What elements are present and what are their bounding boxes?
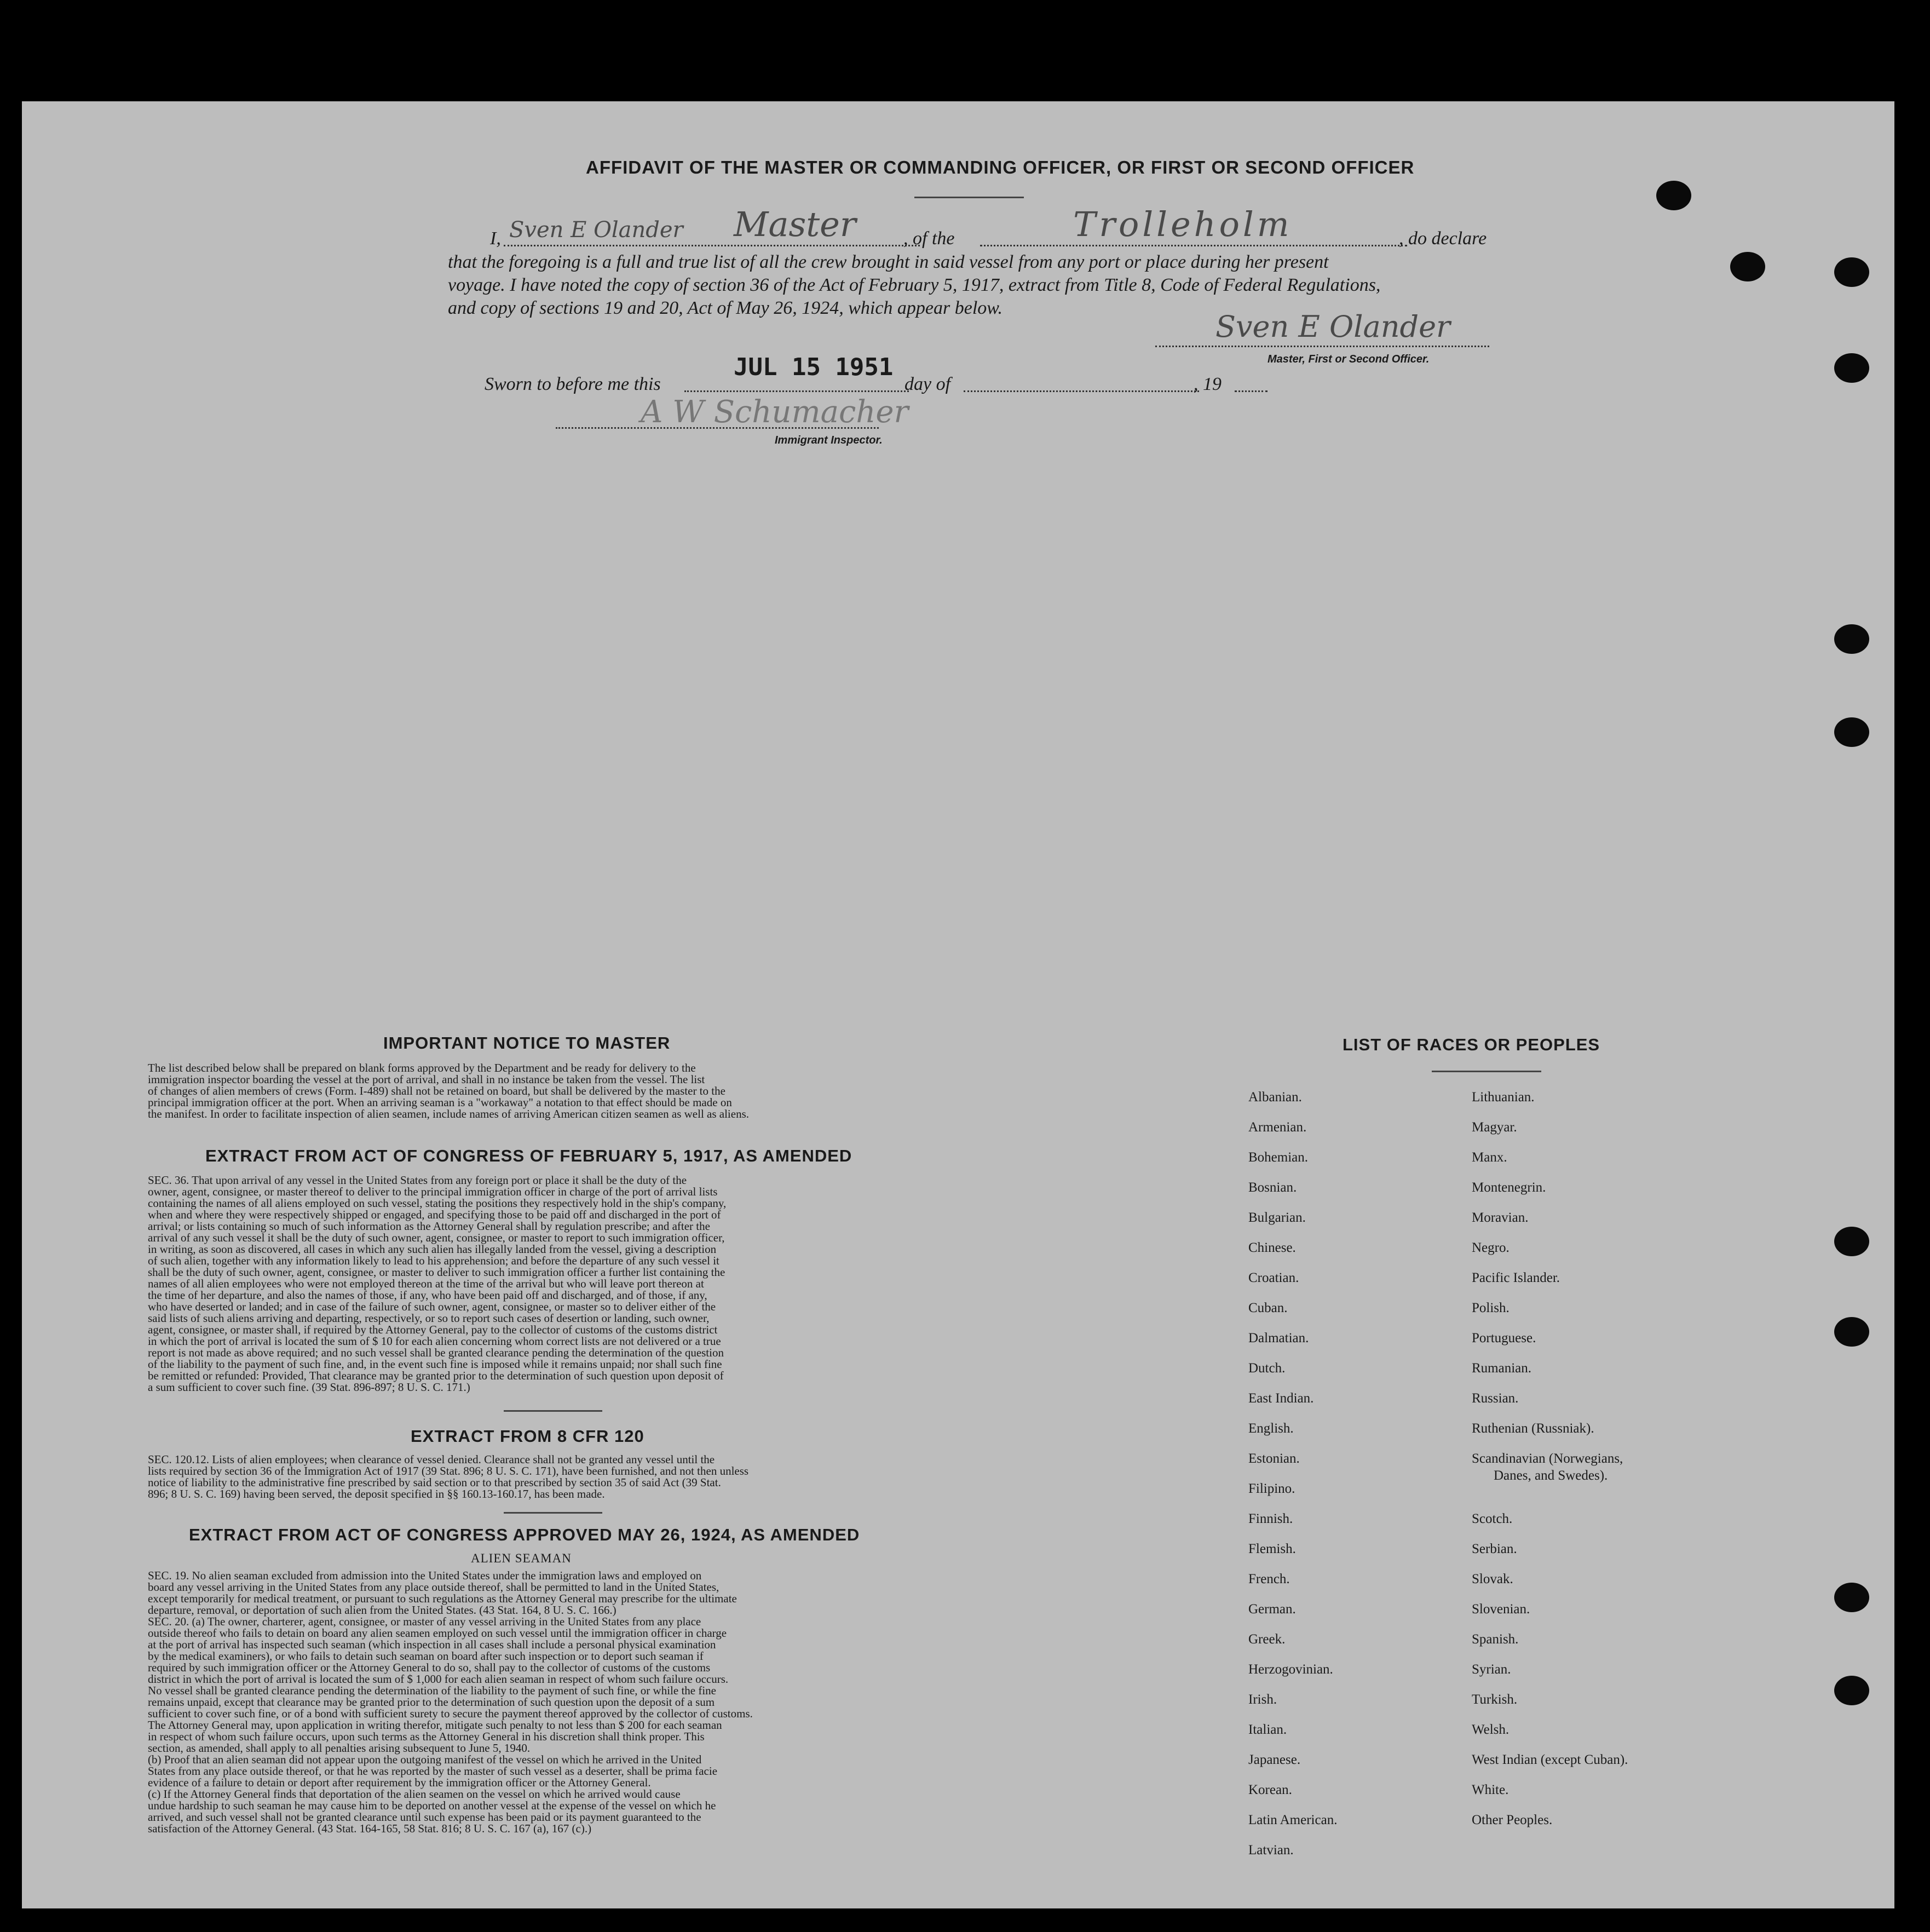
notice-text	[148, 1062, 936, 1120]
extract-line: SEC. 19. No alien seaman excluded from admission into the United States under the immigration laws and employed on	[148, 1569, 702, 1582]
extract-line: containing the names of all aliens employed on such vessel, stating the positions they respectively hold in the ship's company,	[148, 1197, 727, 1210]
race-item: Spanish.	[1472, 1632, 1519, 1647]
race-item: West Indian (except Cuban).	[1472, 1752, 1628, 1767]
extract-1917-title: EXTRACT FROM ACT OF CONGRESS OF FEBRUARY 5, 1917, AS AMENDED	[205, 1146, 852, 1165]
race-item: Italian.	[1248, 1722, 1287, 1737]
extract-line: who have deserted or landed; and in case of the failure of such owner, agent, consignee, or master so to deliver either of the	[148, 1300, 716, 1313]
sworn-label: Sworn to before me this	[485, 374, 661, 394]
extract-line: the time of her departure, and also the names of those, if any, who have been paid off and discharged, and of those, if any,	[148, 1289, 707, 1302]
race-item: Russian.	[1472, 1391, 1519, 1406]
extract-line: when and where they were respectively shipped or engaged, and specifying those to be paid off and discharged in the port of	[148, 1208, 721, 1221]
binder-hole	[1834, 1676, 1869, 1705]
race-item: Latin American.	[1248, 1813, 1338, 1827]
race-item: Dalmatian.	[1248, 1331, 1309, 1346]
binder-hole	[1834, 257, 1869, 287]
race-item: Pacific Islander.	[1472, 1270, 1560, 1285]
race-item: Slovak.	[1472, 1572, 1513, 1586]
extract-line: 896; 8 U. S. C. 169) having been served, the deposit specified in §§ 160.13-160.17, has been made.	[148, 1487, 605, 1500]
extract-line: except temporarily for medical treatment, or pursuant to such regulations as the Attorney General may prescribe for the ultimate	[148, 1592, 737, 1605]
extract-line: evidence of a failure to detain or deport after requirement by the immigration officer or the Attorney General.	[148, 1776, 651, 1789]
race-item: Rumanian.	[1472, 1361, 1532, 1376]
race-item: Flemish.	[1248, 1542, 1296, 1556]
race-item: Portuguese.	[1472, 1331, 1536, 1346]
race-item: Scandinavian (Norwegians,	[1472, 1451, 1623, 1466]
affidavit-line-2: that the foregoing is a full and true list of all the crew brought in said vessel from any port or place during her present	[448, 252, 1329, 272]
extract-line: report is not made as above required; and no such vessel shall be granted clearance pending the determination of the question	[148, 1346, 724, 1359]
inspector-line	[556, 427, 879, 429]
race-item: Polish.	[1472, 1301, 1510, 1315]
extract-line: departure, removal, or deportation of such alien from the United States. (43 Stat. 164, 8 U. S. C. 166.)	[148, 1603, 617, 1617]
extract-line: in respect of whom such failure occurs, upon such terms as the Attorney General in his discretion shall think proper. This	[148, 1730, 705, 1743]
extract-line: required by such immigration officer or the Attorney General to do so, shall pay to the collector of customs of the customs	[148, 1661, 711, 1674]
extract-line: SEC. 20. (a) The owner, charterer, agent, consignee, or master of any vessel arriving in the United States from any place	[148, 1615, 701, 1628]
notice-line: principal immigration officer at the port. When an arriving seaman is a "workaway" a notation to that effect should be made on	[148, 1096, 732, 1109]
extract-cfr-text	[148, 1454, 936, 1500]
extract-line: owner, agent, consignee, or master thereof to deliver to the principal immigration officer in charge of the port of arrival lists	[148, 1185, 718, 1198]
inspector-caption: Immigrant Inspector.	[775, 434, 883, 446]
extract-line: SEC. 36. That upon arrival of any vessel in the United States from any foreign port or place it shall be the duty of the	[148, 1174, 687, 1187]
race-item: Montenegrin.	[1472, 1180, 1546, 1195]
binder-hole	[1834, 1317, 1869, 1347]
extract-line: arrival; or lists containing so much of such information as the Attorney General shall by regulation prescribe; and after the	[148, 1220, 710, 1233]
extract-1917-text	[148, 1175, 936, 1393]
affidavit-title: AFFIDAVIT OF THE MASTER OR COMMANDING OFFICER, OR FIRST OR SECOND OFFICER	[586, 157, 1415, 177]
race-item: Scotch.	[1472, 1511, 1513, 1526]
notice-line: The list described below shall be prepared on blank forms approved by the Department and be ready for delivery to the	[148, 1061, 696, 1074]
of-the-label: , of the	[903, 228, 955, 249]
extract-line: undue hardship to such seaman he may cause him to be deported on another vessel at the expense of the vessel on which he	[148, 1799, 716, 1812]
day-of-label: day of	[904, 374, 951, 394]
master-signature: Sven E Olander	[1215, 309, 1450, 344]
extract-1924-subtitle: ALIEN SEAMAN	[471, 1551, 572, 1565]
extract-line: arrival of any such vessel it shall be the duty of such owner, agent, consignee, or master to report to such immigration officer,	[148, 1231, 725, 1244]
inspector-signature: A W Schumacher	[641, 394, 909, 430]
extract-line: arrived, and such vessel shall not be granted clearance until such expense has been paid or its payment guaranteed to the	[148, 1810, 701, 1824]
race-item: Magyar.	[1472, 1120, 1517, 1135]
sworn-day-line	[684, 390, 909, 392]
race-item: Herzogovinian.	[1248, 1662, 1333, 1677]
extract-line: agent, consignee, or master shall, if required by the Attorney General, pay to the collector of customs of the customs district	[148, 1323, 718, 1336]
races-title: LIST OF RACES OR PEOPLES	[1343, 1035, 1600, 1054]
extract-line: of such alien, together with any information likely to lead to his apprehension; and before the departure of any such vessel it	[148, 1254, 719, 1267]
race-item: Croatian.	[1248, 1270, 1299, 1285]
extract-line: names of all alien employees who were not employed thereon at the time of the arrival but who will leave port thereon at	[148, 1277, 704, 1290]
race-item: Welsh.	[1472, 1722, 1510, 1737]
signature-line	[1155, 346, 1489, 347]
race-item: Slovenian.	[1472, 1602, 1530, 1617]
affidavit-line-4: and copy of sections 19 and 20, Act of May 26, 1924, which appear below.	[448, 298, 1003, 318]
notice-line: immigration inspector boarding the vessel at the port of arrival, and shall in no instance be taken from the vessel. The list	[148, 1073, 705, 1086]
races-divider	[1432, 1071, 1541, 1072]
extract-line: a sum sufficient to cover such fine. (39 Stat. 896-897; 8 U. S. C. 171.)	[148, 1381, 470, 1394]
extract-line: SEC. 120.12. Lists of alien employees; when clearance of vessel denied. Clearance shall not be granted any vessel until the	[148, 1453, 715, 1466]
notice-line: the manifest. In order to facilitate inspection of alien seamen, include names of arriving American citizen seamen as well as aliens.	[148, 1107, 750, 1120]
extract-cfr-title: EXTRACT FROM 8 CFR 120	[411, 1427, 644, 1446]
race-item: Turkish.	[1472, 1692, 1518, 1707]
extract-line: board any vessel arriving in the United States from any place outside thereof, shall be permitted to land in the United States,	[148, 1580, 719, 1594]
signature-caption: Master, First or Second Officer.	[1268, 353, 1430, 365]
race-item: White.	[1472, 1783, 1509, 1797]
extract-line: lists required by section 36 of the Immigration Act of 1917 (39 Stat. 896; 8 U. S. C. 171), have been furnished, and not then unless	[148, 1464, 749, 1477]
vessel-line	[980, 245, 1407, 246]
race-item: Syrian.	[1472, 1662, 1511, 1677]
race-item: Albanian.	[1248, 1090, 1302, 1105]
race-item: Filipino.	[1248, 1481, 1295, 1496]
extract-line: States from any place outside thereof, or that he was reported by the master of such vessel as a deserter, shall be prima facie	[148, 1764, 718, 1778]
affidavit-line-3: voyage. I have noted the copy of section 36 of the Act of February 5, 1917, extract from Title 8, Code of Federal Regulations,	[448, 275, 1381, 295]
race-item: English.	[1248, 1421, 1294, 1436]
extract-line: (c) If the Attorney General finds that deportation of the alien seamen on the vessel on which he arrived would cause	[148, 1787, 681, 1801]
rank-handwriting: Master	[734, 204, 856, 244]
race-item: Lithuanian.	[1472, 1090, 1535, 1105]
sworn-year-line	[1235, 390, 1268, 392]
extract-line: section, as amended, shall apply to all penalties arising subsequent to June 5, 1940.	[148, 1741, 531, 1755]
extract-line: in writing, as soon as discovered, all cases in which any such alien has illegally landed from the vessel, giving a description	[148, 1243, 717, 1256]
form-sheet	[22, 101, 1894, 1908]
section-divider	[504, 1410, 602, 1412]
race-item: Latvian.	[1248, 1843, 1294, 1858]
extract-line: satisfaction of the Attorney General. (43 Stat. 164-165, 58 Stat. 816; 8 U. S. C. 167 (a), 167 (c).)	[148, 1822, 592, 1835]
binder-hole	[1656, 181, 1691, 210]
race-item: Finnish.	[1248, 1511, 1293, 1526]
affidavit-i: I,	[490, 228, 501, 249]
race-item: Irish.	[1248, 1692, 1277, 1707]
race-item: Bohemian.	[1248, 1150, 1309, 1165]
title-divider	[914, 197, 1024, 198]
extract-line: No vessel shall be granted clearance pending the determination of the liability to the payment of such fine, or while the fine	[148, 1684, 716, 1697]
race-item: Negro.	[1472, 1240, 1510, 1255]
binder-hole	[1834, 1227, 1869, 1256]
race-item: Cuban.	[1248, 1301, 1288, 1315]
extract-line: at the port of arrival has inspected such seaman (which inspection in all cases shall include a personal physical examination	[148, 1638, 716, 1651]
extract-1924-title: EXTRACT FROM ACT OF CONGRESS APPROVED MAY 26, 1924, AS AMENDED	[189, 1525, 860, 1544]
binder-hole	[1834, 1583, 1869, 1612]
race-item: Bosnian.	[1248, 1180, 1297, 1195]
sworn-month-line	[964, 390, 1199, 392]
section-divider	[504, 1512, 602, 1514]
race-item: Korean.	[1248, 1783, 1292, 1797]
race-item: Manx.	[1472, 1150, 1507, 1165]
race-item: Estonian.	[1248, 1451, 1300, 1466]
race-item: German.	[1248, 1602, 1296, 1617]
extract-line: shall be the duty of such owner, agent, consignee, or master to deliver to such immigration officer a further list containing the	[148, 1266, 725, 1279]
race-item: French.	[1248, 1572, 1290, 1586]
master-name-handwriting: Sven E Olander	[509, 217, 683, 243]
extract-line: (b) Proof that an alien seaman did not appear upon the outgoing manifest of the vessel on which he arrived in the United	[148, 1753, 702, 1766]
binder-hole	[1730, 252, 1765, 281]
race-item: Other Peoples.	[1472, 1813, 1553, 1827]
date-stamp: JUL 15 1951	[734, 353, 894, 381]
race-item: Greek.	[1248, 1632, 1286, 1647]
extract-line: notice of liability to the administrative fine prescribed by said section or to that prescribed by section 35 of said Act (39 Stat.	[148, 1476, 721, 1489]
race-item: Bulgarian.	[1248, 1210, 1306, 1225]
extract-line: said lists of such aliens arriving and departing, respectively, or so to report such cases of desertion or landing, such owner,	[148, 1312, 710, 1325]
extract-1924-text	[148, 1570, 936, 1835]
race-item: Moravian.	[1472, 1210, 1529, 1225]
extract-line: The Attorney General may, upon application in writing therefor, mitigate such penalty to not less than $ 200 for each seaman	[148, 1718, 722, 1732]
notice-title: IMPORTANT NOTICE TO MASTER	[383, 1033, 671, 1053]
extract-line: remains unpaid, except that clearance may be granted prior to the determination of such question upon the deposit of a sum	[148, 1695, 715, 1709]
extract-line: by the medical examiners), or who fails to detain such seaman on board after such inspection or to deport such seaman if	[148, 1649, 704, 1663]
race-item: Dutch.	[1248, 1361, 1286, 1376]
binder-hole	[1834, 717, 1869, 747]
extract-line: of the liability to the payment of such fine, and, in the event such fine is imposed while it remains unpaid; nor shall such fine	[148, 1358, 722, 1371]
vessel-handwriting: Trolleholm	[1073, 204, 1293, 244]
extract-line: district in which the port of arrival is located the sum of $ 1,000 for each alien seaman in respect of whom such failure occurs.	[148, 1672, 729, 1686]
year-label: , 19	[1194, 374, 1222, 394]
binder-hole	[1834, 624, 1869, 654]
race-item: Danes, and Swedes).	[1494, 1468, 1608, 1483]
binder-hole	[1834, 353, 1869, 383]
race-item: East Indian.	[1248, 1391, 1314, 1406]
extract-line: in which the port of arrival is located the sum of $ 10 for each alien concerning whom correct lists are not delivered or a true	[148, 1335, 721, 1348]
extract-line: outside thereof who fails to detain on board any alien seamen employed on such vessel until the immigration officer in charge	[148, 1626, 727, 1640]
race-item: Armenian.	[1248, 1120, 1307, 1135]
race-item: Japanese.	[1248, 1752, 1301, 1767]
race-item: Ruthenian (Russniak).	[1472, 1421, 1594, 1436]
do-declare-label: , do declare	[1399, 228, 1487, 249]
extract-line: sufficient to cover such fine, or of a bond with sufficient surety to secure the payment thereof approved by the collector of customs.	[148, 1707, 753, 1720]
race-item: Serbian.	[1472, 1542, 1517, 1556]
notice-line: of changes of alien members of crews (Form. I-489) shall not be retained on board, but shall be delivered by the master to the	[148, 1084, 725, 1097]
extract-line: be remitted or refunded: Provided, That clearance may be granted prior to the determination of such question upon deposit of	[148, 1369, 724, 1382]
name-line	[504, 245, 920, 246]
race-item: Chinese.	[1248, 1240, 1296, 1255]
